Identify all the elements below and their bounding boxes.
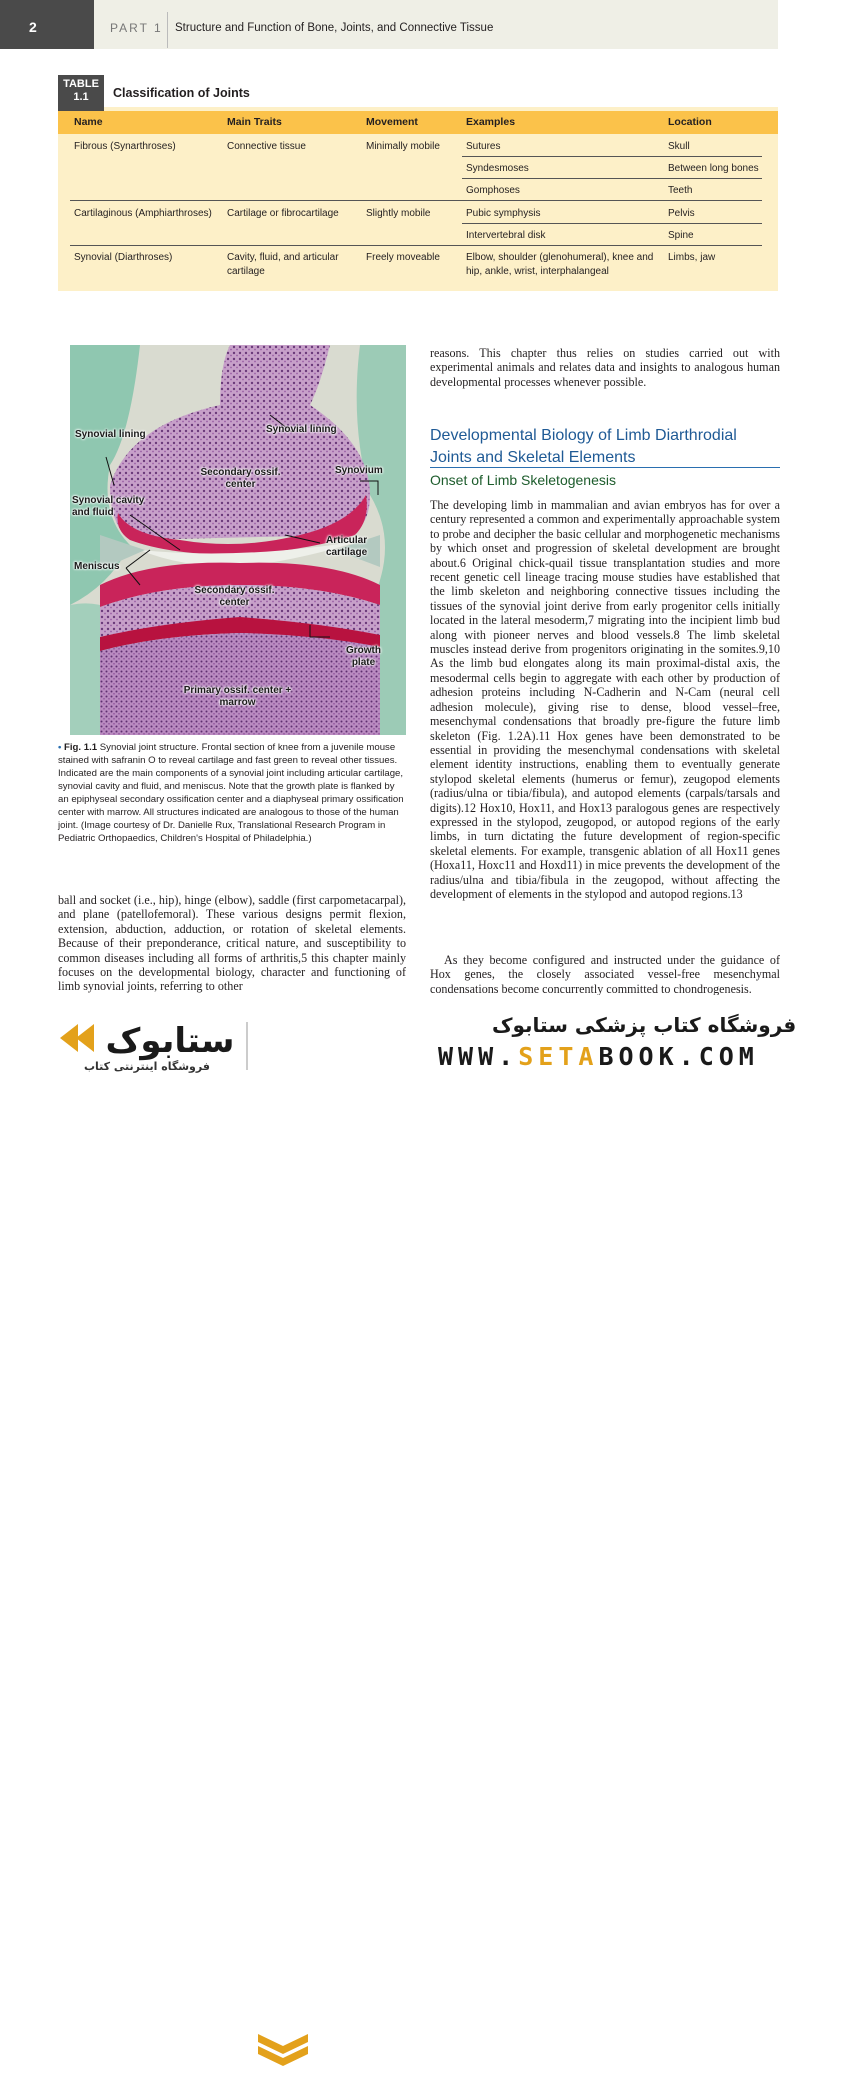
stack-icon (258, 2028, 308, 2070)
right-body-paragraph-1: The developing limb in mammalian and avian embryos has for over a century represented a common and experimentally approachable system to probe and decipher the basic cellular and morphogenetic mechanisms by which onset and progression of skeletal development are brought about.6 Original chick-quail tissue transplantation studies and more recent genetic cell lineage tracing mouse studies have established that the limb skeleton and neighboring connective tissues including the tissues of the synovial joint derive from early progenitor cells initially located in the lateral mesoderm,7 migrating into the incipient limb bud along with pioneer nerves and blood vessels.8 The limb skeletal muscles instead derive from progenitors originating in the somites.9,10 As the limb bud elongates along its main proximal-distal axis, the mesodermal cells begin to aggregate with each other by production of adhesion proteins including N-Cadherin and N-Cam (neural cell adhesion molecule), giving rise to dense, blood vessel–free, mesenchymal condensations that broadly pre-figure the future limb skeleton (Fig. 1.2A).11 Hox genes have been demonstrated to be essential in providing the mesenchymal condensations with skeletal element identity instructions, enabling them to eventually generate stylopod skeletal elements (humerus or femur), zeugopod elements (radius/ulna or tibia/fibula), and autopod elements (carpals/tarsals and digits).12 Hox10, Hox11, and Hox13 paralogous genes are respectively expressed in the stylopod, zeugopod, or autopod regions of the early limbs, in turn dictating the future development of region-specific skeletal elements. For example, transgenic ablation of all Hox11 genes (Hoxa11, Hoxc11 and Hoxd11) in mice prevents the development of the radius/ulna and tibia/fibula in the zeugopod, without affecting the development of elements in the stylopod and autopod regions.13 (430, 498, 780, 901)
table-cell-location: Teeth (668, 185, 693, 196)
table-label-word: TABLE (63, 78, 99, 90)
table-cell-example: Pubic symphysis (466, 208, 541, 219)
page-number-block (0, 0, 94, 49)
right-intro-text: reasons. This chapter thus relies on studies carried out with experimental animals and relates data and insights to analogous human developmental processes whenever possible. (430, 346, 780, 389)
table-cell-movement: Minimally mobile (366, 141, 440, 152)
logo-chevron (76, 1024, 94, 1052)
table-rule (462, 178, 762, 179)
header-divider (167, 12, 168, 48)
table-cell-example: Gomphoses (466, 185, 520, 196)
url-highlight: SETA (518, 1042, 599, 1071)
label-synovial-lining-top: Synovial lining (266, 424, 337, 435)
table-cell-name: Cartilaginous (Amphiarthroses) (74, 208, 212, 219)
caption-label: Fig. 1.1 (64, 742, 98, 753)
book-part-title: Structure and Function of Bone, Joints, and Connective Tissue (175, 22, 494, 34)
label-synovium: Synovium (335, 465, 383, 476)
table-cell-example: Sutures (466, 141, 501, 152)
right-body-paragraph-2: As they become configured and instructed under the guidance of Hox genes, the closely associated vessel-free mesenchymal condensations become concurrently committed to chondrogenesis. (430, 953, 780, 995)
label-meniscus: Meniscus (74, 561, 120, 572)
section-heading: Developmental Biology of Limb Diarthrodial Joints and Skeletal Elements (430, 427, 737, 466)
part-label: PART 1 (110, 21, 163, 35)
table-cell-example: Elbow, shoulder (glenohumeral), knee and hip, ankle, wrist, interphalangeal (466, 252, 654, 277)
table-cell-location: Between long bones (668, 163, 759, 174)
table-cell-traits: Cavity, fluid, and articular cartilage (227, 252, 339, 277)
table-rule (462, 223, 762, 224)
table-cell-traits: Connective tissue (227, 141, 306, 152)
table-cell-movement: Slightly mobile (366, 208, 431, 219)
figure-caption (58, 741, 406, 845)
shop-url (438, 1042, 759, 1071)
table-cell-location: Spine (668, 230, 694, 241)
table-title: Classification of Joints (113, 86, 250, 100)
table-cell-name: Synovial (Diarthroses) (74, 252, 173, 263)
col-header-movement: Movement (366, 116, 418, 128)
table-rule (462, 156, 762, 157)
section-heading-rule (430, 467, 780, 468)
table-cell-traits: Cartilage or fibrocartilage (227, 208, 339, 219)
table-label-number: 1.1 (73, 91, 89, 103)
col-header-name: Name (74, 116, 103, 128)
brand-tagline: فروشگاه اینترنتی کتاب (84, 1060, 210, 1073)
table-cell-movement: Freely moveable (366, 252, 440, 263)
caption-text: Synovial joint structure. Frontal section of knee from a juvenile mouse stained with safranin O to reveal cartilage and fast green to reveal other tissues. Indicated are the main components of a synovial joint including articular cartilage, synovial cavity and fluid, and meniscus. Note that the growth plate is flanked by an epiphyseal secondary ossification center and a diaphyseal primary ossification center with marrow. All structures indicated are analogous to those of the human joint. (Image courtesy of Dr. Danielle Rux, Translational Research Program in Pediatric Orthopaedics, Children's Hospital of Philadelphia.) (58, 742, 404, 844)
label-growth-plate: Growth plate (346, 645, 381, 668)
col-header-traits: Main Traits (227, 116, 282, 128)
label-articular-cartilage: Articular cartilage (326, 535, 368, 558)
table-cell-name (74, 140, 176, 154)
running-header (0, 0, 778, 49)
url-suffix: BOOK.COM (598, 1042, 759, 1071)
table-cell-location: Skull (668, 141, 690, 152)
url-prefix: WWW. (438, 1042, 519, 1071)
page-number: 2 (29, 19, 37, 35)
histology-figure (70, 345, 406, 735)
logo-stacked-chevrons (258, 2028, 308, 2075)
col-header-examples: Examples (466, 116, 516, 128)
table-rule (70, 245, 762, 246)
shop-name: فروشگاه کتاب پزشکی ستابوک (492, 1013, 797, 1037)
cell-text: Fibrous (Synarthroses) (74, 141, 176, 152)
table-cell-example: Syndesmoses (466, 163, 529, 174)
table-label (58, 75, 104, 111)
label-synovial-cavity: Synovial cavity and fluid (72, 495, 145, 518)
left-body-text: ball and socket (i.e., hip), hinge (elbow), saddle (first carpometacarpal), and plane (patellofemoral). These various designs permit flexion, extension, abduction, adduction, or rotation of skeletal elements. Because of their preponderance, critical nature, and susceptibility to common diseases including all forms of arthritis,5 this chapter mainly focuses on the developmental biology, character and functioning of limb synovial joints, referring to other (58, 893, 406, 993)
logo-wordmark: ستابوک (105, 1021, 235, 1061)
subsection-heading: Onset of Limb Skeletogenesis (430, 472, 616, 488)
footer-divider (246, 1022, 248, 1070)
table-cell-location: Limbs, jaw (668, 252, 716, 263)
label-synovial-lining-left: Synovial lining (75, 429, 146, 440)
label-secondary-ossification-top: Secondary ossif. center (200, 467, 281, 490)
logo-chevron (60, 1024, 78, 1052)
label-secondary-ossification-bottom: Secondary ossif. center (194, 585, 275, 608)
table-rule (70, 200, 762, 201)
table-cell-example: Intervertebral disk (466, 230, 546, 241)
caption-bullet: • (58, 742, 65, 753)
table-cell-location: Pelvis (668, 208, 695, 219)
label-primary-ossification: Primary ossif. center + marrow (183, 685, 292, 708)
col-header-location: Location (668, 116, 712, 128)
